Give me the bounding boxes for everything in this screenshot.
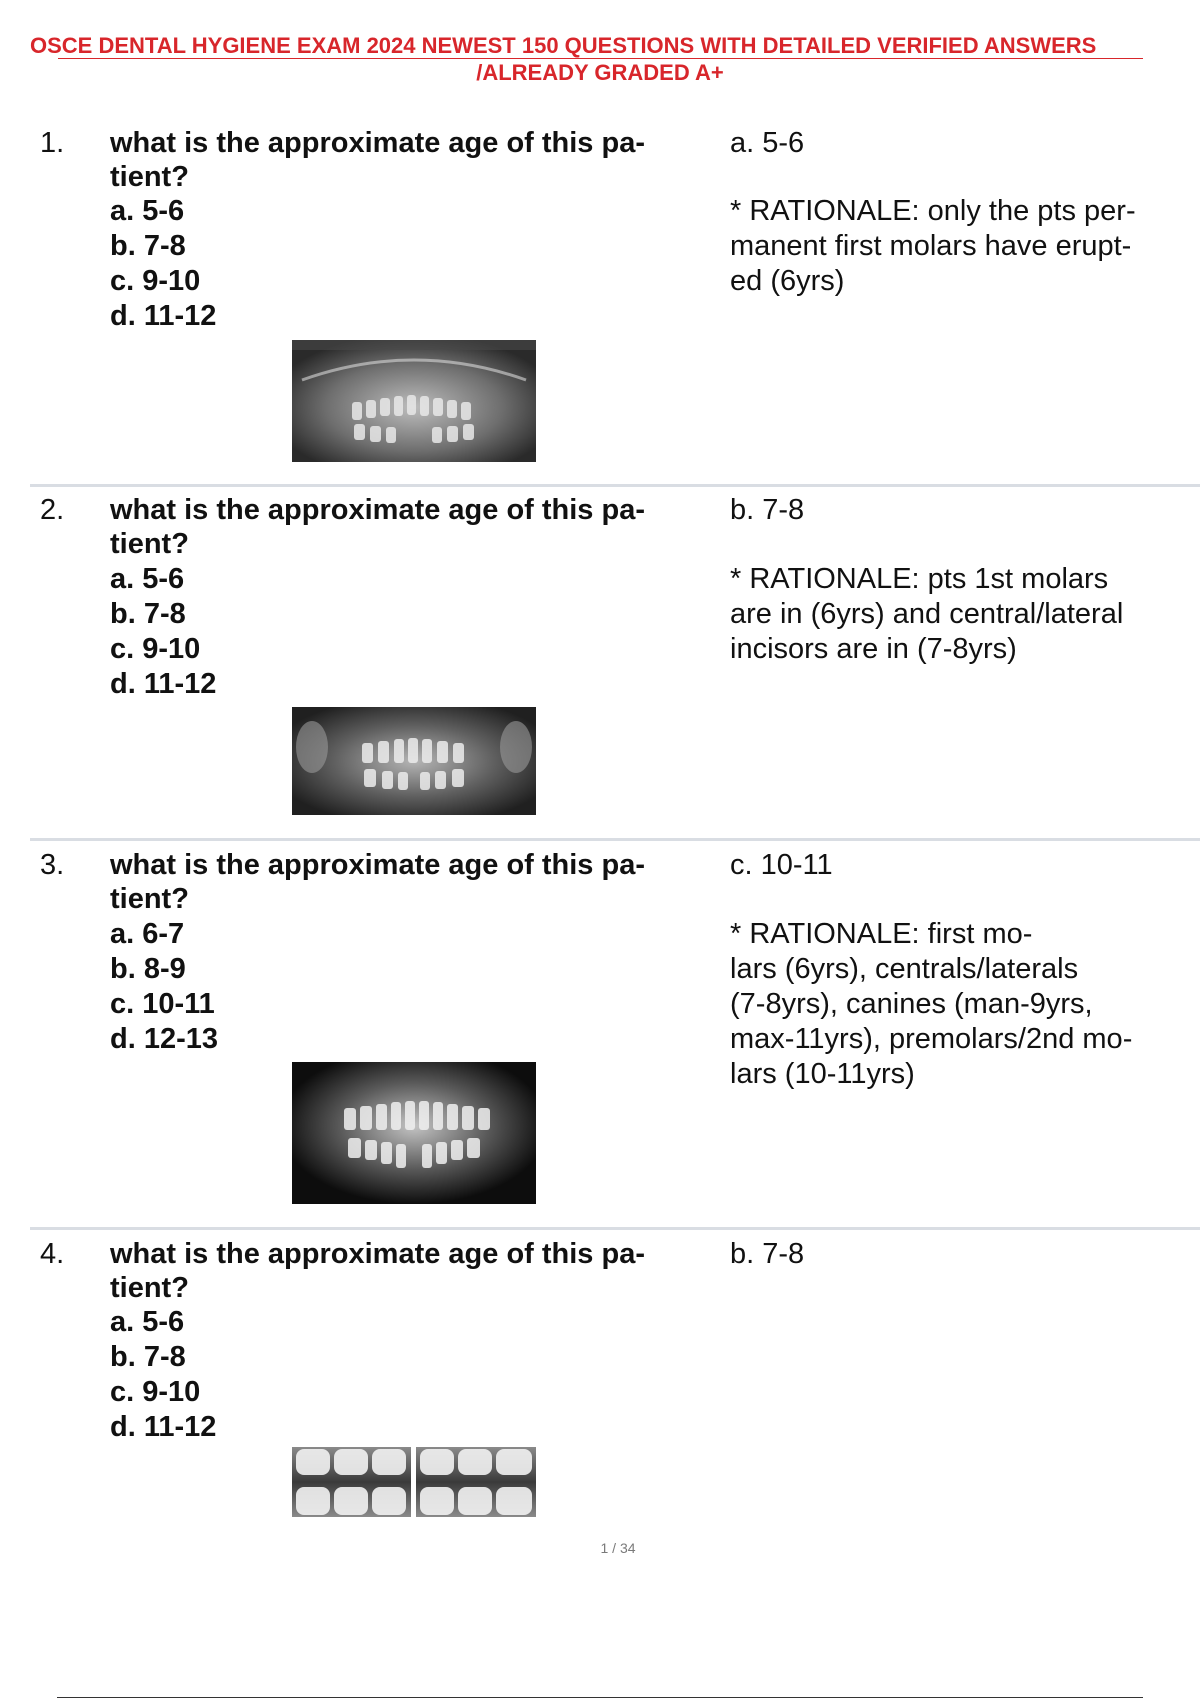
option-b: b. 8-9 bbox=[110, 953, 186, 985]
option-b: b. 7-8 bbox=[110, 230, 186, 262]
option-d: d. 11-12 bbox=[110, 668, 217, 700]
section-divider bbox=[30, 838, 1200, 841]
question-text-line: what is the approximate age of this pa- bbox=[110, 494, 645, 526]
title-line-2: /ALREADY GRADED A+ bbox=[476, 60, 724, 85]
rationale-line: lars (10-11yrs) bbox=[730, 1058, 915, 1090]
section-divider bbox=[30, 1227, 1200, 1230]
option-c: c. 10-11 bbox=[110, 988, 215, 1020]
question-text-line: tient? bbox=[110, 528, 189, 560]
rationale-line: are in (6yrs) and central/lateral bbox=[730, 598, 1124, 630]
page-indicator: 1 / 34 bbox=[600, 1540, 636, 1556]
panoramic-xray-image bbox=[292, 1062, 536, 1204]
question-text-line: tient? bbox=[110, 161, 189, 193]
rationale bbox=[730, 562, 1123, 667]
option-d: d. 11-12 bbox=[110, 300, 217, 332]
option-b: b. 7-8 bbox=[110, 1341, 186, 1373]
question-text bbox=[110, 493, 710, 561]
section-divider bbox=[30, 484, 1200, 487]
question-number: 3. bbox=[40, 849, 65, 881]
question-text-line: what is the approximate age of this pa- bbox=[110, 1238, 645, 1270]
rationale-line: max-11yrs), premolars/2nd mo- bbox=[730, 1023, 1133, 1055]
question-text-line: what is the approximate age of this pa- bbox=[110, 127, 645, 159]
rationale bbox=[730, 917, 1132, 1092]
option-c: c. 9-10 bbox=[110, 633, 201, 665]
option-c: c. 9-10 bbox=[110, 265, 201, 297]
question-text bbox=[110, 848, 710, 916]
rationale-line: ed (6yrs) bbox=[730, 265, 845, 297]
option-a: a. 6-7 bbox=[110, 918, 185, 950]
option-d: d. 12-13 bbox=[110, 1023, 218, 1055]
question-text bbox=[110, 126, 710, 194]
answer-options bbox=[110, 1305, 216, 1445]
rationale bbox=[730, 194, 1136, 299]
title-underline bbox=[58, 58, 1143, 59]
question-text-line: what is the approximate age of this pa- bbox=[110, 849, 645, 881]
option-b: b. 7-8 bbox=[110, 598, 186, 630]
question-text bbox=[110, 1237, 710, 1305]
rationale-line: (7-8yrs), canines (man-9yrs, bbox=[730, 988, 1093, 1020]
rationale-line: lars (6yrs), centrals/laterals bbox=[730, 953, 1079, 985]
option-c: c. 9-10 bbox=[110, 1376, 201, 1408]
question-text-line: tient? bbox=[110, 883, 189, 915]
option-a: a. 5-6 bbox=[110, 195, 185, 227]
question-number: 1. bbox=[40, 127, 65, 159]
correct-answer: b. 7-8 bbox=[730, 494, 805, 526]
question-number: 2. bbox=[40, 494, 65, 526]
option-a: a. 5-6 bbox=[110, 1306, 185, 1338]
title-line-1: OSCE DENTAL HYGIENE EXAM 2024 NEWEST 150 QUESTIONS WITH DETAILED VERIFIED ANSWERS bbox=[30, 33, 1097, 58]
panoramic-xray-image bbox=[292, 340, 536, 462]
option-a: a. 5-6 bbox=[110, 563, 185, 595]
rationale-line: * RATIONALE: first mo- bbox=[730, 918, 1033, 950]
question-number: 4. bbox=[40, 1238, 65, 1270]
correct-answer: a. 5-6 bbox=[730, 127, 805, 159]
bitewing-xray-image bbox=[292, 1447, 536, 1517]
rationale-line: * RATIONALE: pts 1st molars bbox=[730, 563, 1109, 595]
correct-answer: b. 7-8 bbox=[730, 1238, 805, 1270]
rationale-line: manent first molars have erupt- bbox=[730, 230, 1132, 262]
answer-options bbox=[110, 562, 216, 702]
page-bottom-rule bbox=[57, 1697, 1143, 1698]
correct-answer: c. 10-11 bbox=[730, 849, 833, 881]
panoramic-xray-image bbox=[292, 707, 536, 815]
question-text-line: tient? bbox=[110, 1272, 189, 1304]
rationale-line: incisors are in (7-8yrs) bbox=[730, 633, 1017, 665]
option-d: d. 11-12 bbox=[110, 1411, 217, 1443]
rationale-line: * RATIONALE: only the pts per- bbox=[730, 195, 1136, 227]
answer-options bbox=[110, 917, 218, 1057]
answer-options bbox=[110, 194, 216, 334]
